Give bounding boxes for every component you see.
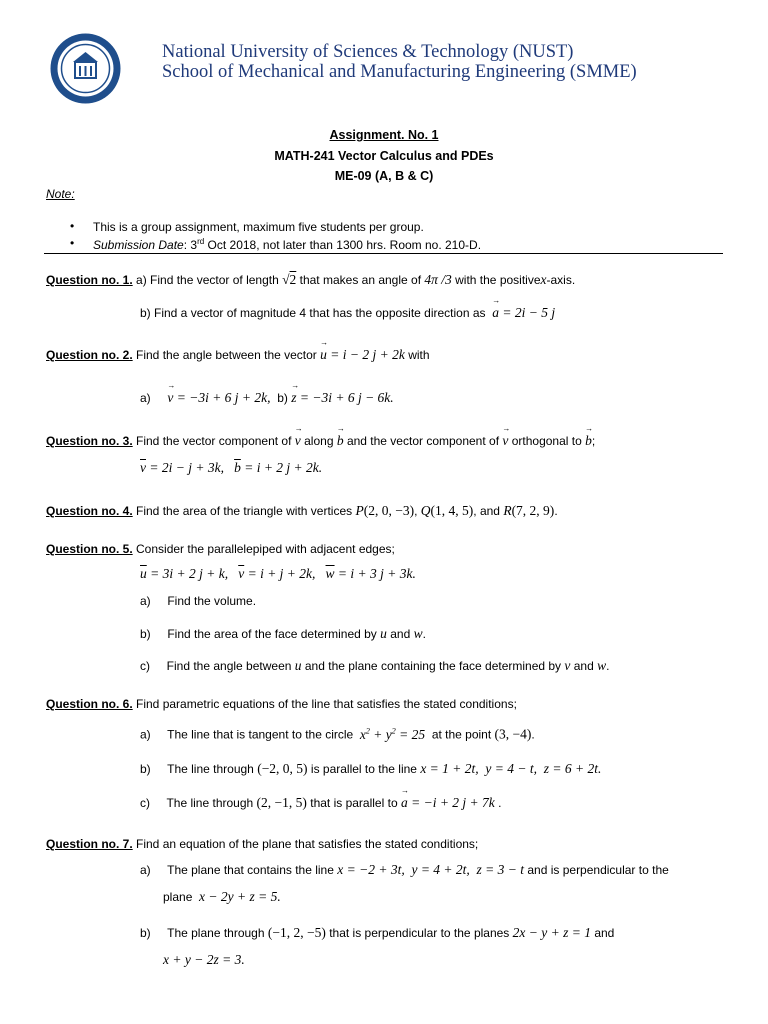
question-5a xyxy=(140,594,256,608)
q5-math: w xyxy=(413,626,423,641)
q1-a-end: with the positive xyxy=(455,273,541,287)
question-7b xyxy=(140,925,614,941)
q1-a-text: a) Find the vector of length xyxy=(136,273,279,287)
school-name: School of Mechanical and Manufacturing Engineering (SMME) xyxy=(162,62,637,82)
q6-a-text: The line that is tangent to the circle xyxy=(167,727,354,742)
q6-c2-text: that is parallel to xyxy=(310,796,398,810)
q3-math: → b xyxy=(585,433,592,448)
question-2 xyxy=(46,347,430,363)
note-label: Note: xyxy=(46,187,75,201)
question-5 xyxy=(46,542,395,556)
submission-day: 3 xyxy=(190,238,198,252)
q6-math: → a = −i + 2 j + 7k xyxy=(401,795,495,810)
submission-sup: rd xyxy=(197,237,205,246)
q4-math: P xyxy=(355,503,364,518)
question-1 xyxy=(46,272,575,288)
q6-math: x = 1 + 2t, y = 4 − t, z = 6 + 2t. xyxy=(420,761,602,776)
q6-c-text: The line through xyxy=(166,796,254,810)
question-4: Question no. 4. Find the area of the triangle with vertices P(2, 0, −3), Q(1, 4, 5), and R(7, 2, 9). xyxy=(46,503,558,518)
q1-math: x xyxy=(540,272,547,287)
q6-a2-text: at the point xyxy=(431,727,492,742)
q5-a-label: a) xyxy=(140,594,151,608)
q5-c2-text: and the plane containing the face determined by xyxy=(304,659,562,673)
q5-c-label: c) xyxy=(140,659,150,673)
q6-b-text: The line through xyxy=(167,762,254,776)
q2-math: → u = i − 2 j + 2k xyxy=(320,347,405,362)
q5-and: and xyxy=(390,627,411,641)
q7-a2-text: and is perpendicular to the xyxy=(527,863,669,877)
q4-math: (1, 4, 5) xyxy=(430,503,474,518)
submission-label: Submission Date xyxy=(93,238,184,252)
q7-math: x = −2 + 3t, y = 4 + 2t, z = 3 − t xyxy=(337,862,525,877)
divider xyxy=(44,253,723,254)
q5-math: u xyxy=(380,626,387,641)
note-bullet-group: This is a group assignment, maximum five students per group. xyxy=(93,220,424,234)
q5-text: Consider the parallelepiped with adjacent edges; xyxy=(136,542,395,556)
q2-a-label: a) xyxy=(140,391,151,405)
question-2-label: Question no. 2. xyxy=(46,348,133,362)
q6-math: (3, −4) xyxy=(494,726,532,742)
question-6b xyxy=(140,761,601,777)
q3-t2: along xyxy=(304,434,334,448)
q5-b-text: Find the area of the face determined by xyxy=(167,627,377,641)
q7-math: x − 2y + z = 5. xyxy=(199,889,281,904)
nust-logo xyxy=(49,32,122,105)
question-7b-cont xyxy=(163,952,245,968)
q5-math: $\overline{u} = 3i + 2$ j + k, $\overline{v} = i + j + 2k$, $\overline{w} = i + 3$ j + 3k. xyxy=(140,566,416,581)
q2-math: → z = −3i + 6 j − 6k. xyxy=(291,390,393,405)
q1-b-text: b) Find a vector of magnitude 4 that has the opposite direction as xyxy=(140,306,486,320)
q6-math: $x^2 + y^2 = 25$ xyxy=(359,726,426,742)
assignment-title: Assignment. No. 1 xyxy=(329,128,439,142)
q5-a-text: Find the volume. xyxy=(167,594,257,608)
question-1b xyxy=(140,305,555,321)
q7-text: Find an equation of the plane that satisfies the stated conditions; xyxy=(136,837,479,851)
q5-math: w xyxy=(597,658,607,673)
question-6-label: Question no. 6. xyxy=(46,697,133,711)
question-4-label: Question no. 4. xyxy=(46,504,133,518)
question-2-parts xyxy=(140,390,394,406)
q7-b-label: b) xyxy=(140,926,151,940)
submission-rest: Oct 2018, not later than 1300 hrs. Room no. 210-D. xyxy=(204,238,482,252)
q3-math: → v xyxy=(502,433,508,448)
q1-math: 4π /3 xyxy=(424,272,452,287)
q3-t4: orthogonal to xyxy=(511,434,582,448)
q6-text: Find parametric equations of the line that satisfies the stated conditions; xyxy=(136,697,517,711)
q7-math: (−1, 2, −5) xyxy=(267,925,326,940)
question-6 xyxy=(46,697,517,711)
q1-math: √2 xyxy=(282,272,297,287)
course-title: MATH-241 Vector Calculus and PDEs xyxy=(274,149,494,163)
q4-math: (2, 0, −3) xyxy=(363,503,415,518)
q7-math: 2x − y + z = 1 xyxy=(512,925,591,940)
question-5c: c) Find the angle between u and the plane containing the face determined by v and w. xyxy=(140,658,610,673)
q6-c-label: c) xyxy=(140,796,150,810)
q1-math: → a = 2i − 5 j xyxy=(492,305,555,320)
q7-b3-text: and xyxy=(594,926,615,940)
q5-b-label: b) xyxy=(140,627,151,641)
q4-math: R xyxy=(503,503,512,518)
q5-c-text: Find the angle between xyxy=(166,659,292,673)
q4-math: (7, 2, 9) xyxy=(511,503,555,518)
q3-math: → v xyxy=(295,433,301,448)
q7-math: x + y − 2z = 3. xyxy=(163,952,245,967)
q4-math: Q xyxy=(420,503,431,518)
q3-t3: and the vector component of xyxy=(346,434,500,448)
q2-math: → v = −3i + 6 j + 2k, xyxy=(167,390,270,405)
question-7a xyxy=(140,862,669,878)
question-3-label: Question no. 3. xyxy=(46,434,133,448)
q1-a-mid: that makes an angle of xyxy=(299,273,422,287)
q6-b-label: b) xyxy=(140,762,151,776)
q4-text: Find the area of the triangle with vertices xyxy=(136,504,353,518)
question-6c: c) The line through (2, −1, 5) that is parallel to → a = −i + 2 j + 7k . xyxy=(140,795,501,811)
bullet-dot: • xyxy=(70,219,75,233)
q5-and: and xyxy=(573,659,594,673)
q2-b-label: b) xyxy=(277,391,288,405)
q3-t1: Find the vector component of xyxy=(136,434,292,448)
q7-b-text: The plane through xyxy=(167,926,265,940)
question-3: Question no. 3. Find the vector component of → v along → b and the vector component of → v orthogonal to → b; xyxy=(46,433,595,449)
q6-b2-text: is parallel to the line xyxy=(310,762,417,776)
question-5-label: Question no. 5. xyxy=(46,542,133,556)
q5-math: u xyxy=(294,658,302,673)
q2-with: with xyxy=(408,348,430,362)
question-7a-cont xyxy=(163,889,281,905)
section-title: ME-09 (A, B & C) xyxy=(334,169,434,183)
note-bullet-submission: Submission Date: 3rd Oct 2018, not later than 1300 hrs. Room no. 210-D. xyxy=(93,237,482,252)
q7-b2-text: that is perpendicular to the planes xyxy=(329,926,510,940)
question-1-label: Question no. 1. xyxy=(46,273,133,287)
bullet-dot: • xyxy=(70,236,75,250)
q4-and: and xyxy=(479,504,500,518)
q6-math: (−2, 0, 5) xyxy=(257,761,308,776)
q6-a-label: a) xyxy=(140,727,151,742)
q6-math: (2, −1, 5) xyxy=(256,795,307,810)
question-7-label: Question no. 7. xyxy=(46,837,133,851)
question-5b: b) Find the area of the face determined by u and w. xyxy=(140,626,426,641)
q5-math: v xyxy=(564,658,571,673)
q3-math: $\overline{v} = 2i - j + 3k$, $\overline{b} = i + 2$ j + 2k. xyxy=(140,460,323,475)
q7-a3-text: plane xyxy=(163,890,193,904)
q2-text: Find the angle between the vector xyxy=(136,348,317,362)
question-6a: a) The line that is tangent to the circle $x^2 + y^2 = 25$ at the point (3, −4). xyxy=(140,726,535,742)
question-7 xyxy=(46,837,478,851)
q7-a-text: The plane that contains the line xyxy=(167,863,334,877)
question-5-edges xyxy=(140,566,416,582)
university-name: National University of Sciences & Technology (NUST) xyxy=(162,42,574,62)
q1-a-axis: -axis. xyxy=(546,273,576,287)
q7-a-label: a) xyxy=(140,863,151,877)
question-3-vectors xyxy=(140,460,322,476)
q3-math: → b xyxy=(337,433,344,448)
